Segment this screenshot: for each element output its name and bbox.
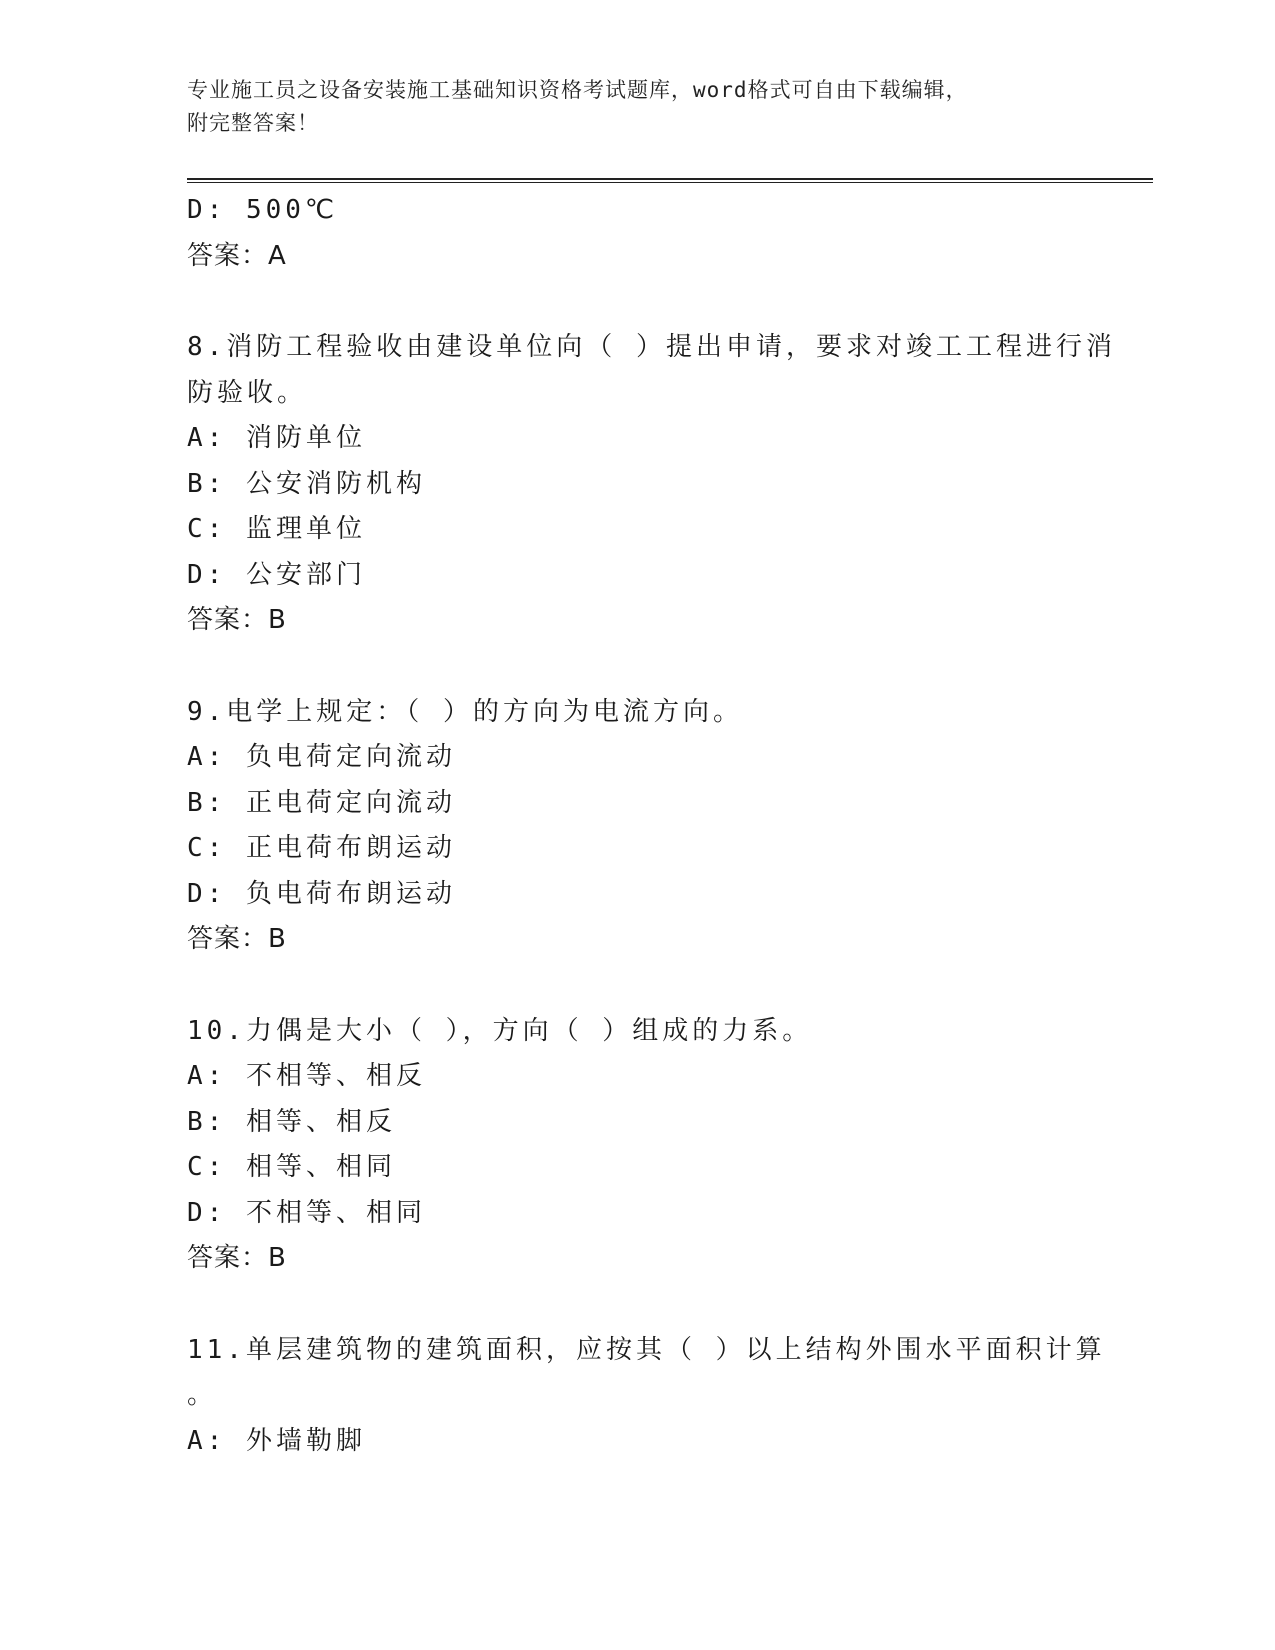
- option-d: D: 不相等、相同: [187, 1197, 426, 1228]
- option-b: B: 相等、相反: [187, 1106, 396, 1137]
- option-d: D: 负电荷布朗运动: [187, 878, 456, 909]
- page-header: [187, 74, 1087, 140]
- option-a: A: 不相等、相反: [187, 1061, 426, 1091]
- question-stem: 10.力偶是大小（ ），方向（ ）组成的力系。: [187, 1015, 813, 1046]
- answer: 答案：B: [187, 1243, 287, 1273]
- option-d: D: 500℃: [187, 195, 339, 225]
- answer: 答案：B: [187, 924, 287, 954]
- option-c: C: 正电荷布朗运动: [187, 833, 456, 863]
- spacer: [187, 644, 1087, 690]
- answer: 答案：B: [187, 605, 287, 635]
- option-b: B: 公安消防机构: [187, 468, 426, 499]
- question-stem: 8.消防工程验收由建设单位向（ ）提出申请，要求对竣工工程进行消: [187, 332, 1116, 362]
- option-c: C: 相等、相同: [187, 1152, 396, 1182]
- header-line-2: 附完整答案！: [187, 111, 319, 135]
- question-8: [187, 325, 1116, 644]
- option-c: C: 监理单位: [187, 514, 366, 544]
- header-line-1: 专业施工员之设备安装施工基础知识资格考试题库，word格式可自由下载编辑，: [187, 78, 968, 102]
- header-divider: [187, 178, 1153, 183]
- option-d: D: 公安部门: [187, 559, 366, 590]
- spacer: [187, 1282, 1087, 1328]
- option-a: A: 外墙勒脚: [187, 1425, 366, 1456]
- question-stem: 11.单层建筑物的建筑面积，应按其（ ）以上结构外围水平面积计算: [187, 1334, 1106, 1365]
- question-9: [187, 690, 1087, 963]
- answer: 答案：A: [187, 240, 287, 271]
- question-11: [187, 1328, 1106, 1465]
- question-stem-cont: 。: [187, 1380, 218, 1410]
- option-b: B: 正电荷定向流动: [187, 787, 456, 818]
- option-a: A: 消防单位: [187, 423, 366, 453]
- question-10: [187, 1009, 1087, 1282]
- question-stem: 9.电学上规定：（ ）的方向为电流方向。: [187, 696, 743, 727]
- option-a: A: 负电荷定向流动: [187, 742, 456, 772]
- question-list: [187, 188, 1116, 1464]
- spacer: [187, 963, 1087, 1009]
- spacer: [187, 279, 1087, 325]
- question-stem-cont: 防验收。: [187, 377, 308, 408]
